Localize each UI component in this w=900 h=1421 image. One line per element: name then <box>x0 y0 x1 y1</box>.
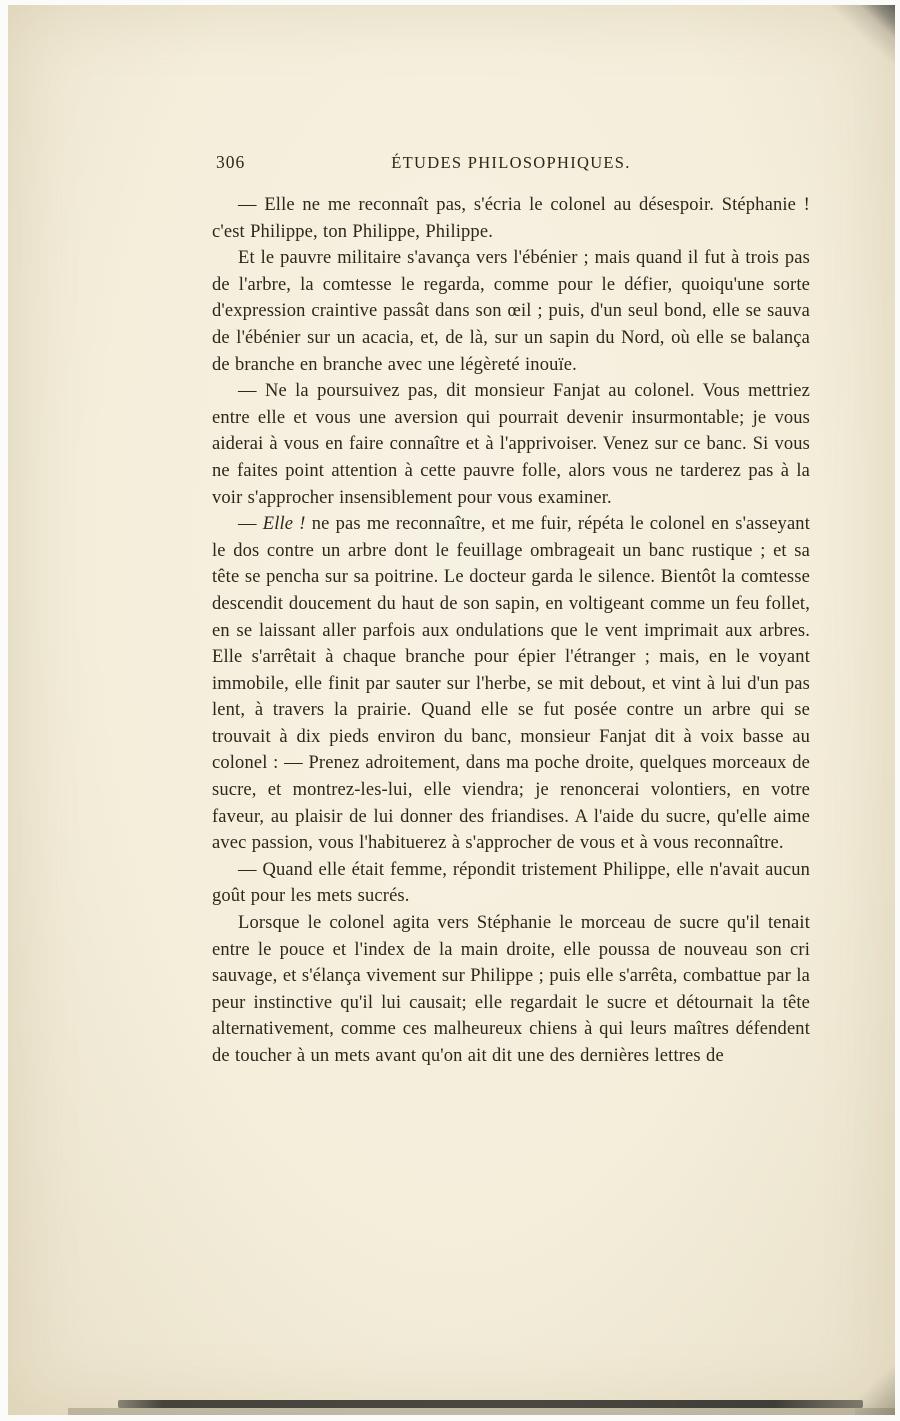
paragraph-segment: — Elle ne me reconnaît pas, s'écria le colonel au désespoir. Stéphanie ! c'est Philippe, ton Philippe, Philippe. <box>212 195 810 242</box>
scan-artifact-corner-top-right <box>817 5 895 63</box>
paragraph-segment: ne pas me reconnaître, et me fuir, répéta le colonel en s'asseyant le dos contre un arbre dont le feuillage ombrageait un banc rustique ; et sa tête se pencha sur sa poitrine. Le docteur garda le silence. Bientôt la comtesse descendit doucement du haut de son sapin, en voltigeant comme un feu follet, en se laissant aller parfois aux ondulations que le vent imprimait aux arbres. Elle s'arrêtait à chaque branche pour épier l'étranger ; mais, en le voyant immobile, elle finit par sauter sur l'herbe, se mit debout, et vint à lui d'un pas lent, à travers la prairie. Quand elle se fut posée contre un arbre qui se trouvait à dix pieds environ du banc, monsieur Fanjat dit à voix basse au colonel : — Prenez adroitement, dans ma poche droite, quelques morceaux de sucre, et montrez-les-lui, elle viendra; je renoncerai volontiers, en votre faveur, au plaisir de lui donner des friandises. A l'aide du sucre, qu'elle aime avec passion, vous l'habituerez à s'approcher de vous et à vous reconnaître. <box>212 514 811 854</box>
paragraph <box>212 192 810 245</box>
page-body <box>212 192 810 1070</box>
paragraph-segment-italic: Elle ! <box>262 514 306 535</box>
paragraph-segment: Et le pauvre militaire s'avança vers l'ébénier ; mais quand il fut à trois pas de l'arbre, la comtesse le regarda, comme pour le défier, quoiqu'une sorte d'expression craintive passât dans son œil ; puis, d'un seul bond, elle se sauva de l'ébénier sur un acacia, et, de là, sur un sapin du Nord, où elle se balança de branche en branche avec une légèreté inouïe. <box>212 248 810 375</box>
book-page <box>8 5 895 1415</box>
text-block <box>212 151 810 1070</box>
paragraph-segment: — Quand elle était femme, répondit tristement Philippe, elle n'avait aucun goût pour les mets sucrés. <box>212 859 810 907</box>
scan-artifact-bottom-bar <box>118 1400 863 1408</box>
paragraph <box>212 378 810 511</box>
scan-artifact-corner-bottom-right <box>855 1367 895 1415</box>
scan-artifact-bottom-shade <box>68 1408 895 1415</box>
paragraph <box>212 511 810 857</box>
page-header <box>212 151 810 175</box>
page-number: 306 <box>216 152 246 172</box>
paragraph-segment: — <box>238 514 263 535</box>
paragraph <box>212 910 810 1070</box>
running-title: ÉTUDES PHILOSOPHIQUES. <box>391 153 631 172</box>
paragraph-segment: Lorsque le colonel agita vers Stéphanie le morceau de sucre qu'il tenait entre le pouce et l'index de la main droite, elle poussa de nouveau son cri sauvage, et s'élança vivement sur Philippe ; puis elle s'arrêta, combattue par la peur instinctive qu'il lui causait; elle regardait le sucre et détournait la tête alternativement, comme ces malheureux chiens à qui leurs maîtres défendent de toucher à un mets avant qu'on ait dit une des dernières lettres de <box>212 913 810 1066</box>
paragraph-segment: — Ne la poursuivez pas, dit monsieur Fanjat au colonel. Vous mettriez entre elle et vous une aversion qui pourrait devenir insurmontable; je vous aiderai à vous en faire connaître et à l'apprivoiser. Venez sur ce banc. Si vous ne faites point attention à cette pauvre folle, alors vous ne tarderez pas à la voir s'approcher insensiblement pour vous examiner. <box>212 381 810 508</box>
paragraph <box>212 857 810 910</box>
paragraph <box>212 245 810 378</box>
